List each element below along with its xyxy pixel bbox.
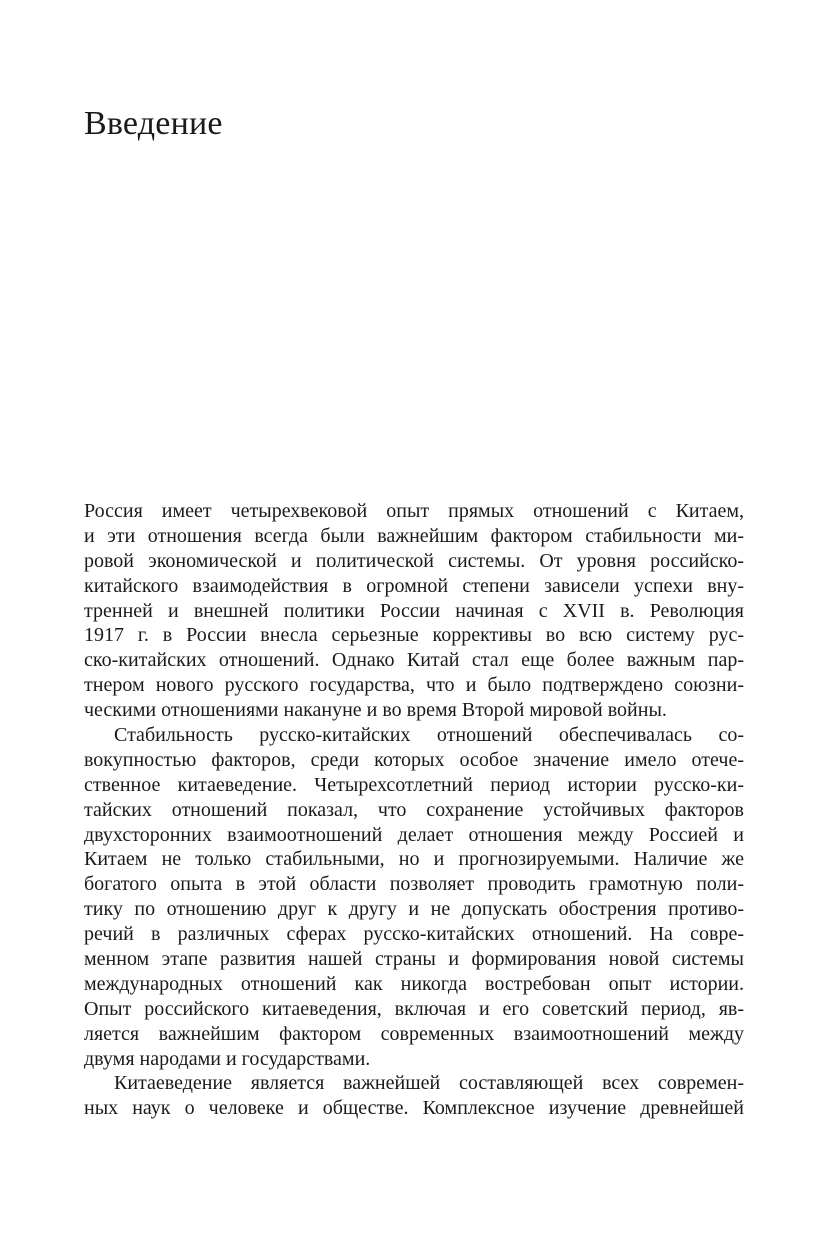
body-text	[84, 499, 744, 1121]
text-line: Китаеведение является важнейшей составляющей всех современ-	[114, 1072, 744, 1095]
text-line: Россия имеет четырехвековой опыт прямых отношений с Китаем,	[84, 500, 744, 522]
text-line: Стабильность русско-китайских отношений обеспечивалась со-	[114, 724, 744, 747]
text-line: ных наук о человеке и обществе. Комплексное изучение древнейшей	[84, 1097, 744, 1120]
text-line: двухсторонних взаимоотношений делает отношения между Россией и	[84, 823, 744, 846]
text-line: 1917 г. в России внесла серьезные коррективы во всю систему рус-	[84, 624, 744, 647]
text-line: богатого опыта в этой области позволяет проводить грамотную поли-	[84, 873, 744, 896]
text-line: тайских отношений показал, что сохранение устойчивых факторов	[84, 798, 744, 821]
text-line: менном этапе развития нашей страны и формирования новой системы	[84, 948, 744, 971]
page-title: Введение	[84, 105, 223, 142]
text-line: ско-китайских отношений. Однако Китай стал еще более важным пар-	[84, 649, 744, 672]
text-line: речий в различных сферах русско-китайских отношений. На совре-	[84, 923, 744, 946]
text-line: международных отношений как никогда востребован опыт истории.	[84, 972, 744, 995]
text-line: тнером нового русского государства, что и было подтверждено союзни-	[84, 674, 744, 697]
text-line: ственное китаеведение. Четырехсотлетний период истории русско-ки-	[84, 773, 744, 796]
text-line: ровой экономической и политической системы. От уровня российско-	[84, 549, 744, 572]
text-line: ляется важнейшим фактором современных взаимоотношений между	[84, 1022, 744, 1045]
text-line: и эти отношения всегда были важнейшим фактором стабильности ми-	[84, 524, 744, 547]
text-line: Опыт российского китаеведения, включая и его советский период, яв-	[84, 997, 744, 1020]
text-line: двумя народами и государствами.	[84, 1047, 371, 1070]
text-line: ческими отношениями накануне и во время Второй мировой войны.	[84, 699, 667, 722]
text-line: вокупностью факторов, среди которых особое значение имело отече-	[84, 748, 744, 771]
text-line: Китаем не только стабильными, но и прогнозируемыми. Наличие же	[84, 848, 744, 871]
text-line: китайского взаимодействия в огромной степени зависели успехи вну-	[84, 574, 744, 597]
text-line: тренней и внешней политики России начиная с XVII в. Революция	[84, 599, 744, 622]
text-line: тику по отношению друг к другу и не допускать обострения противо-	[84, 898, 744, 921]
